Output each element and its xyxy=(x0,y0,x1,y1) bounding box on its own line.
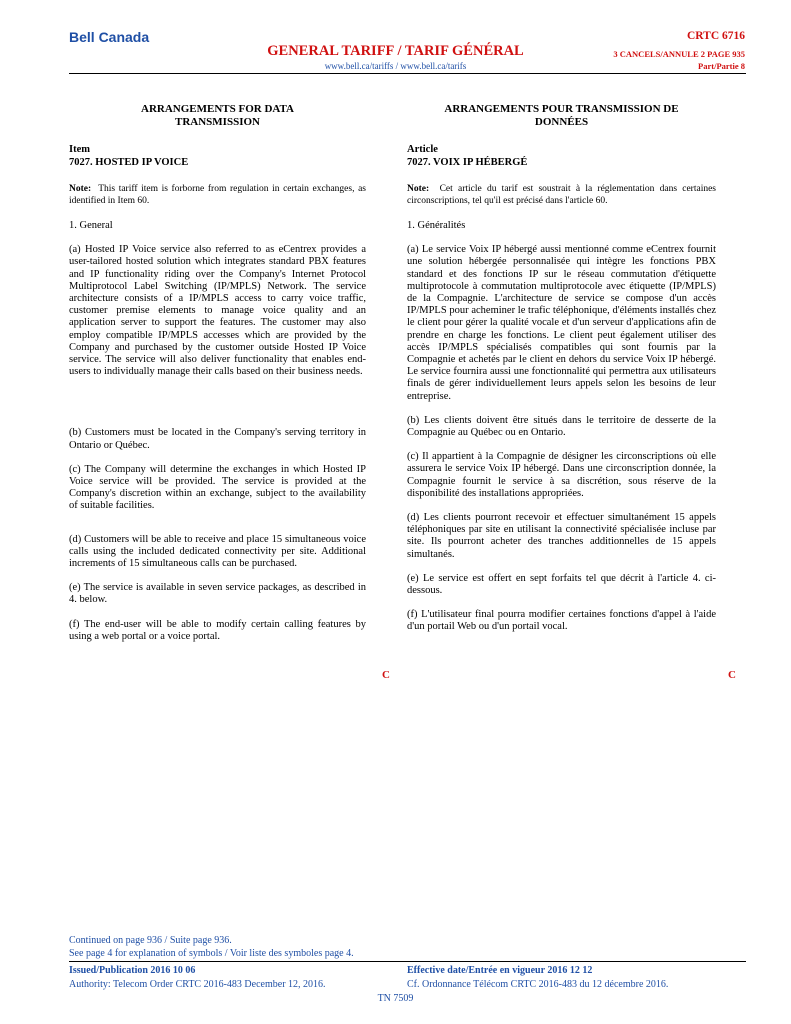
english-heading-line2: TRANSMISSION xyxy=(175,116,260,128)
french-item-title: 7027. VOIX IP HÉBERGÉ xyxy=(407,156,528,168)
effective-date: Effective date/Entrée en vigueur 2016 12 12 xyxy=(407,965,593,976)
header-divider xyxy=(69,73,746,74)
french-para-c: (c) Il appartient à la Compagnie de désigner les circonscriptions où elle assurera le service Voix IP hébergé. Dans une circonscription donnée, la Compagnie fournit le service à sa discrétion, sous réserve de la disponibilité des installations appropriées. xyxy=(407,451,716,499)
english-para-c: (c) The Company will determine the exchanges in which Hosted IP Voice service will be provided. The service is provided at the Company's discretion within an exchange, subject to the availability of suitable facilities. xyxy=(69,463,366,512)
french-para-a: (a) Le service Voix IP hébergé aussi mentionné comme eCentrex fournit une solution hébergée personnalisée qui intègre les fonctions PBX standard et des fonctions IP sur le réseau commutation d'étiquette multiprotocole à commutation multiprotocole avec étiquette (IP/MPLS) de la Compagnie. L'architecture de service se compose d'un accès IP/MPLS pour acheminer le trafic téléphonique, d'éléments installés chez le client pour gérer la qualité vocale et d'un serveur d'applications afin de prendre en charge les fonctions. Le client peut également utiliser des accès IP/MPLS spécialisés compatibles qui sont fournis par la Compagnie et achetés par le client en dehors du service Voix IP hébergé. Le service fournira aussi une fonctionnalité qui permettra aux utilisateurs finals de gérer individuellement leurs appels selon les besoins de leur entreprise. xyxy=(407,244,716,402)
french-item-label: Article xyxy=(407,144,438,155)
company-name: Bell Canada xyxy=(69,29,150,45)
authority-en: Authority: Telecom Order CRTC 2016-483 December 12, 2016. xyxy=(69,979,326,990)
french-note-label: Note: xyxy=(407,184,430,194)
french-note-text: Cet article du tarif est soustrait à la réglementation dans certaines circonscriptions, tel qu'il est précisé dans l'article 60. xyxy=(407,184,716,206)
french-change-mark: C xyxy=(728,669,736,681)
french-para-f: (f) L'utilisateur final pourra modifier certaines fonctions d'appel à l'aide d'un portail Web ou d'un portail vocal. xyxy=(407,609,716,633)
tariff-urls[interactable]: www.bell.ca/tariffs / www.bell.ca/tarifs xyxy=(324,61,467,71)
french-section-title: 1. Généralités xyxy=(407,220,466,231)
french-heading-line2: DONNÉES xyxy=(534,116,589,128)
english-item-label: Item xyxy=(69,144,90,155)
english-note-text: This tariff item is forborne from regulation in certain exchanges, as identified in Item 60. xyxy=(69,184,366,206)
footer-divider xyxy=(69,961,746,962)
cancels-page: 3 CANCELS/ANNULE 2 PAGE 935 xyxy=(613,49,745,59)
french-heading xyxy=(407,103,716,129)
crtc-number: CRTC 6716 xyxy=(686,30,745,42)
english-para-a: (a) Hosted IP Voice service also referred to as eCentrex provides a user-tailored hosted solution which integrates standard PBX features and IP functionality riding over the Company's Internet Protocol Multiprotocol Label Switching (IP/MPLS) Network. The service architecture consists of a IP/MPLS access to carry voice traffic, customer premise elements to manage voice quality and an application server to support the features. The customer may also employ compatible IP/MPLS accesses which are provided by the Company and purchased by the customer outside Hosted IP Voice service. The service will also deliver functionality that enables end-users to individually manage their calls based on their business needs. xyxy=(69,244,366,378)
tariff-title: GENERAL TARIFF / TARIF GÉNÉRAL xyxy=(267,43,524,59)
english-item-title: 7027. HOSTED IP VOICE xyxy=(69,156,189,168)
french-heading-line1: ARRANGEMENTS POUR TRANSMISSION DE xyxy=(444,103,679,115)
part-label: Part/Partie 8 xyxy=(698,61,745,71)
symbols-note: See page 4 for explanation of symbols / Voir liste des symboles page 4. xyxy=(69,948,354,959)
continued-note: Continued on page 936 / Suite page 936. xyxy=(69,935,232,946)
english-change-mark: C xyxy=(382,669,390,681)
english-column xyxy=(69,103,366,643)
tariff-notice-number: TN 7509 xyxy=(377,993,414,1004)
french-para-e: (e) Le service est offert en sept forfaits tel que décrit à l'article 4. ci-dessous. xyxy=(407,572,716,597)
authority-fr: Cf. Ordonnance Télécom CRTC 2016-483 du 12 décembre 2016. xyxy=(407,979,669,990)
english-note-label: Note: xyxy=(69,184,92,194)
french-column xyxy=(407,103,716,634)
english-heading-line1: ARRANGEMENTS FOR DATA xyxy=(141,103,294,115)
french-para-d: (d) Les clients pourront recevoir et effectuer simultanément 15 appels téléphoniques par site en utilisant la connectivité spécialisée incluse par site. Ils pourront acheter des tranches additionnelles de 15 appels simultanés. xyxy=(407,512,716,560)
english-heading xyxy=(69,103,366,129)
english-para-e: (e) The service is available in seven service packages, as described in 4. below. xyxy=(69,582,366,606)
french-para-b: (b) Les clients doivent être situés dans le territoire de desserte de la Compagnie au Québec ou en Ontario. xyxy=(407,414,716,439)
english-section-title: 1. General xyxy=(69,220,113,231)
english-para-b: (b) Customers must be located in the Company's serving territory in Ontario or Québec. xyxy=(69,427,366,451)
issued-date: Issued/Publication 2016 10 06 xyxy=(69,965,196,976)
english-para-d: (d) Customers will be able to receive and place 15 simultaneous voice calls using the included dedicated connectivity per site. Additional increments of 15 simultaneous calls can be purchased. xyxy=(69,533,366,570)
english-para-f: (f) The end-user will be able to modify certain calling features by using a web portal or a voice portal. xyxy=(69,618,366,642)
french-note xyxy=(407,184,716,207)
english-note xyxy=(69,184,366,207)
